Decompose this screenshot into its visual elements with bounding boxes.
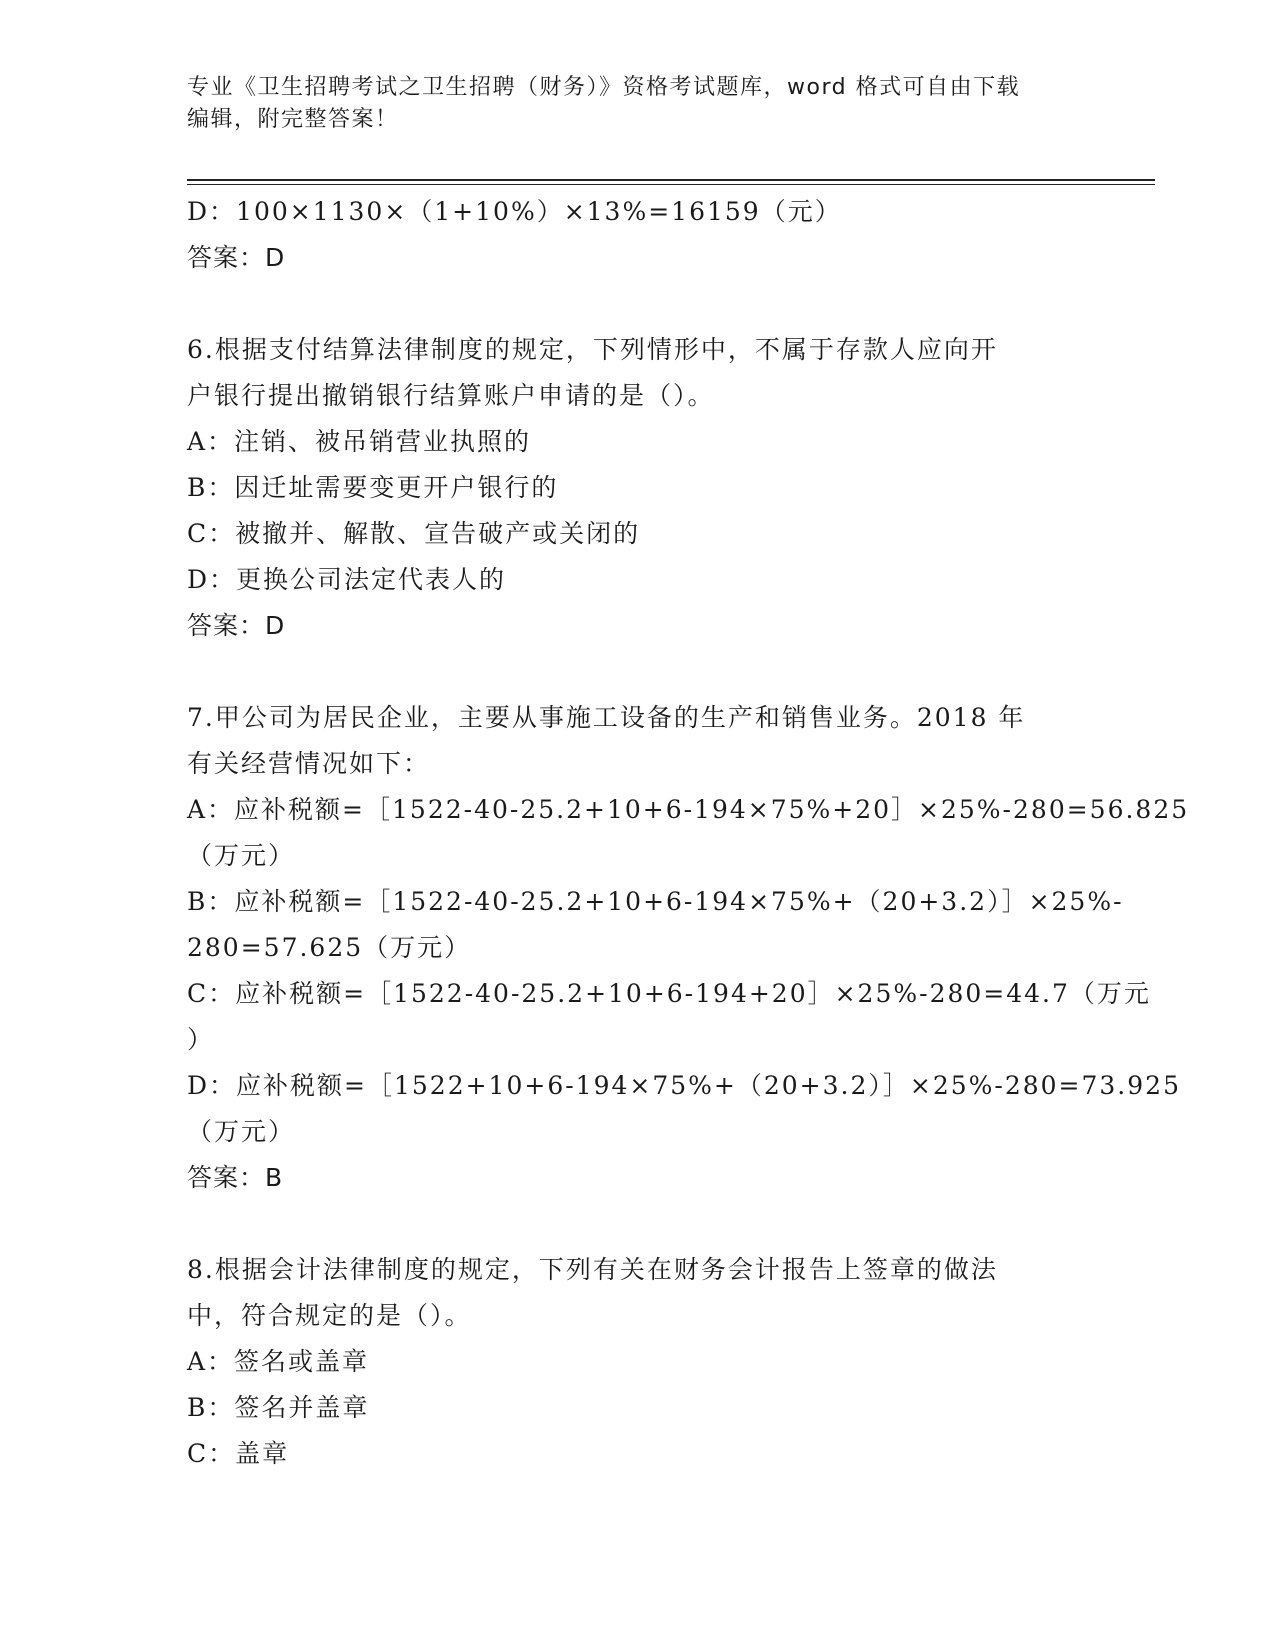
q8-stem-line-1: 8.根据会计法律制度的规定，下列有关在财务会计报告上签章的做法 (187, 1255, 998, 1284)
q8-option-c: C：盖章 (187, 1439, 290, 1468)
q8-option-a: A：签名或盖章 (187, 1347, 370, 1376)
q7-option-a-line-2: （万元） (187, 841, 296, 870)
q7-answer: 答案：B (187, 1163, 284, 1192)
header-line-2: 编辑，附完整答案！ (187, 107, 399, 132)
question-7 (187, 695, 1190, 1201)
header-divider-thin (187, 184, 1155, 185)
q7-option-d-line-2: （万元） (187, 1117, 296, 1146)
q7-stem-line-2: 有关经营情况如下： (187, 749, 431, 778)
header-divider-thick (187, 179, 1155, 181)
q6-stem-line-1: 6.根据支付结算法律制度的规定，下列情形中，不属于存款人应向开 (187, 335, 998, 364)
q7-option-a-line-1: A：应补税额=［1522-40-25.2+10+6-194×75%+20］×25%-280=56.825 (187, 795, 1190, 824)
prev-answer: 答案：D (187, 243, 286, 272)
q7-option-c-line-2: ） (187, 1025, 215, 1054)
q8-option-b: B：签名并盖章 (187, 1393, 370, 1422)
spacer (187, 649, 1087, 695)
header-line-1: 专业《卫生招聘考试之卫生招聘（财务）》资格考试题库，word 格式可自由下载 (187, 75, 1021, 100)
spacer (187, 281, 1087, 327)
q8-stem-line-2: 中，符合规定的是（）。 (187, 1301, 472, 1330)
q7-option-b-line-1: B：应补税额=［1522-40-25.2+10+6-194×75%+（20+3.2）］×25%- (187, 887, 1124, 916)
prev-option-d: D：100×1130×（1+10%）×13%=16159（元） (187, 197, 842, 226)
q7-option-b-line-2: 280=57.625（万元） (187, 933, 472, 962)
question-6 (187, 327, 1087, 649)
question-8 (187, 1247, 1087, 1477)
q6-option-b: B：因迁址需要变更开户银行的 (187, 473, 559, 502)
q6-stem-line-2: 户银行提出撤销银行结算账户申请的是（）。 (187, 381, 715, 410)
q7-option-c-line-1: C：应补税额=［1522-40-25.2+10+6-194+20］×25%-280=44.7（万元 (187, 979, 1151, 1008)
question-content (187, 189, 1190, 1477)
q6-option-c: C：被撤并、解散、宣告破产或关闭的 (187, 519, 641, 548)
document-header (187, 72, 1067, 136)
q7-option-d-line-1: D：应补税额=［1522+10+6-194×75%+（20+3.2）］×25%-280=73.925 (187, 1071, 1181, 1100)
q6-answer: 答案：D (187, 611, 286, 640)
q6-option-a: A：注销、被吊销营业执照的 (187, 427, 532, 456)
q6-option-d: D：更换公司法定代表人的 (187, 565, 507, 594)
spacer (187, 1201, 1087, 1247)
q7-stem-line-1: 7.甲公司为居民企业，主要从事施工设备的生产和销售业务。2018 年 (187, 703, 1026, 732)
